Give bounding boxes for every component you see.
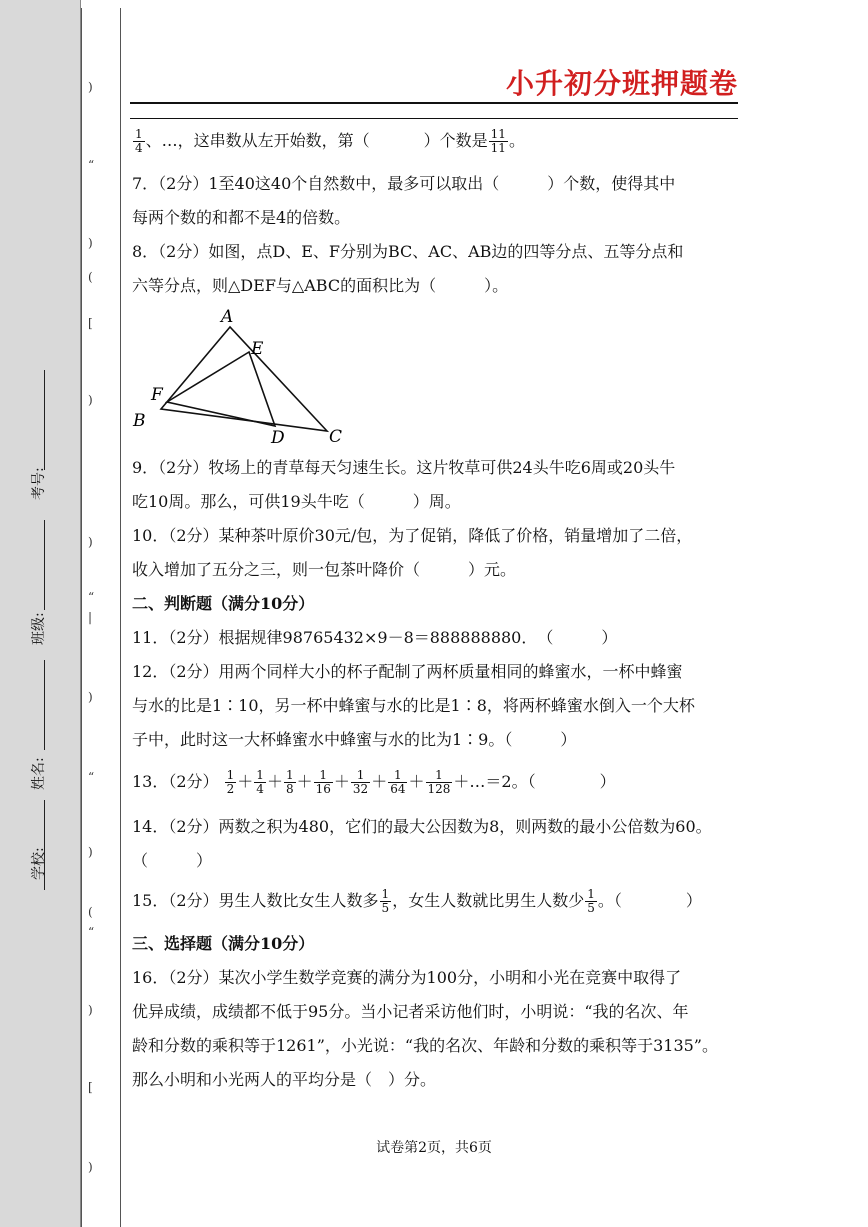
triangle-abc bbox=[161, 327, 327, 431]
triangle-def bbox=[167, 352, 275, 426]
question-12-line3: 子中，此时这一大杯蜂蜜水中蜂蜜与水的比为1∶9。（ ） bbox=[132, 730, 577, 749]
school-label: 学校: bbox=[31, 847, 47, 880]
fraction: $\frac{1}{16}$ bbox=[315, 768, 331, 796]
binding-mark: ) bbox=[88, 845, 93, 859]
class-label: 班级: bbox=[31, 612, 47, 645]
question-16-line3: 龄和分数的乘积等于1261”，小光说：“我的名次、年龄和分数的乘积等于3135”。 bbox=[132, 1036, 718, 1055]
binding-mark: ( bbox=[88, 270, 93, 284]
binding-mark: [ bbox=[88, 1080, 93, 1094]
question-13: 13．（2分） $\frac{1}{2}$ ＋ $\frac{1}{4}$ ＋ $\frac{1}{8}$ ＋ $\frac{1}{16}$ ＋ $\frac{1}{32}$ ＋ $\frac{1}{64}$ ＋ $\frac{1}{128}$ ＋…＝2。（ ） bbox=[132, 768, 616, 796]
fraction: $\frac{1}{32}$ bbox=[352, 768, 369, 796]
binding-mark: ) bbox=[88, 1003, 93, 1017]
name-label: 姓名: bbox=[31, 757, 47, 790]
vertex-label-f: F bbox=[151, 385, 163, 405]
question-10-line1: 10．（2分）某种茶叶原价30元/包，为了促销，降低了价格，销量增加了二倍， bbox=[132, 526, 693, 545]
binding-mark: ) bbox=[88, 236, 93, 250]
fraction: $\frac{11}{11}$ bbox=[490, 127, 506, 155]
fraction: $\frac{1}{4}$ bbox=[135, 127, 143, 155]
triangle-figure bbox=[125, 300, 355, 455]
binding-mark: “ bbox=[88, 158, 95, 172]
question-11: 11．（2分）根据规律98765432×9－8＝888888880． （ ） bbox=[132, 628, 618, 647]
section-2-heading: 二、判断题（满分10分） bbox=[132, 594, 315, 613]
fraction: $\frac{1}{64}$ bbox=[390, 768, 406, 796]
fraction: $\frac{1}{5}$ bbox=[381, 887, 390, 915]
exam-number-line bbox=[44, 370, 45, 470]
header-rule bbox=[130, 118, 738, 119]
binding-mark: “ bbox=[88, 590, 95, 604]
vertex-label-a: A bbox=[221, 307, 234, 327]
question-9-line2: 吃10周。那么，可供19头牛吃（ ）周。 bbox=[132, 492, 461, 511]
fraction: $\frac{1}{8}$ bbox=[285, 768, 294, 796]
binding-mark: ) bbox=[88, 393, 93, 407]
fraction: $\frac{1}{128}$ bbox=[427, 768, 451, 796]
vertex-label-d: D bbox=[271, 428, 285, 448]
section-3-heading: 三、选择题（满分10分） bbox=[132, 934, 315, 953]
question-16-line4: 那么小明和小光两人的平均分是（ ）分。 bbox=[132, 1070, 437, 1089]
name-line bbox=[44, 660, 45, 750]
vertex-label-e: E bbox=[251, 339, 264, 359]
binding-mark: [ bbox=[88, 316, 93, 330]
binding-mark: ) bbox=[88, 80, 93, 94]
question-15: 15．（2分）男生人数比女生人数多 $\frac{1}{5}$ ，女生人数就比男生人数少 $\frac{1}{5}$ 。（ ） bbox=[132, 887, 702, 915]
vertex-label-b: B bbox=[133, 411, 146, 431]
binding-mark: | bbox=[88, 610, 93, 624]
page-header bbox=[130, 60, 738, 104]
binding-mark: “ bbox=[88, 770, 95, 784]
fraction: $\frac{1}{5}$ bbox=[587, 887, 595, 915]
question-10-line2: 收入增加了五分之三，则一包茶叶降价（ ）元。 bbox=[132, 560, 517, 579]
question-14-line2: （ ） bbox=[132, 851, 213, 870]
question-6-tail: $\frac{1}{4}$ 、…，这串数从左开始数，第（ ）个数是 $\frac{11}{11}$ 。 bbox=[135, 127, 525, 155]
question-7-line1: 7．（2分）1至40这40个自然数中，最多可以取出（ ）个数，使得其中 bbox=[132, 174, 676, 193]
fraction: $\frac{1}{4}$ bbox=[256, 768, 264, 796]
page-footer: 试卷第2页，共6页 bbox=[376, 1140, 492, 1156]
binding-strip bbox=[81, 8, 121, 1227]
binding-mark: “ bbox=[88, 925, 95, 939]
vertex-label-c: C bbox=[329, 427, 343, 447]
question-12-line2: 与水的比是1∶10，另一杯中蜂蜜与水的比是1∶8，将两杯蜂蜜水倒入一个大杯 bbox=[132, 696, 695, 715]
question-8-line1: 8．（2分）如图，点D、E、F分别为BC、AC、AB边的四等分点、五等分点和 bbox=[132, 242, 684, 261]
question-12-line1: 12．（2分）用两个同样大小的杯子配制了两杯质量相同的蜂蜜水，一杯中蜂蜜 bbox=[132, 662, 683, 681]
binding-mark: ( bbox=[88, 905, 93, 919]
question-14-line1: 14．（2分）两数之积为480，它们的最大公因数为8，则两数的最小公倍数为60。 bbox=[132, 817, 712, 836]
binding-mark: ) bbox=[88, 690, 93, 704]
binding-mark: ) bbox=[88, 535, 93, 549]
question-16-line2: 优异成绩，成绩都不低于95分。当小记者采访他们时，小明说：“我的名次、年 bbox=[132, 1002, 689, 1021]
question-8-line2: 六等分点，则△DEF与△ABC的面积比为（ ）。 bbox=[132, 276, 509, 295]
question-16-line1: 16．（2分）某次小学生数学竞赛的满分为100分，小明和小光在竞赛中取得了 bbox=[132, 968, 682, 987]
question-7-line2: 每两个数的和都不是4的倍数。 bbox=[132, 208, 351, 227]
exam-number-label: 考号: bbox=[31, 467, 47, 500]
question-9-line1: 9．（2分）牧场上的青草每天匀速生长。这片牧草可供24头牛吃6周或20头牛 bbox=[132, 458, 676, 477]
fraction: $\frac{1}{2}$ bbox=[226, 768, 235, 796]
binding-mark: ) bbox=[88, 1160, 93, 1174]
class-line bbox=[44, 520, 45, 610]
page-title: 小升初分班押题卷 bbox=[505, 67, 738, 100]
